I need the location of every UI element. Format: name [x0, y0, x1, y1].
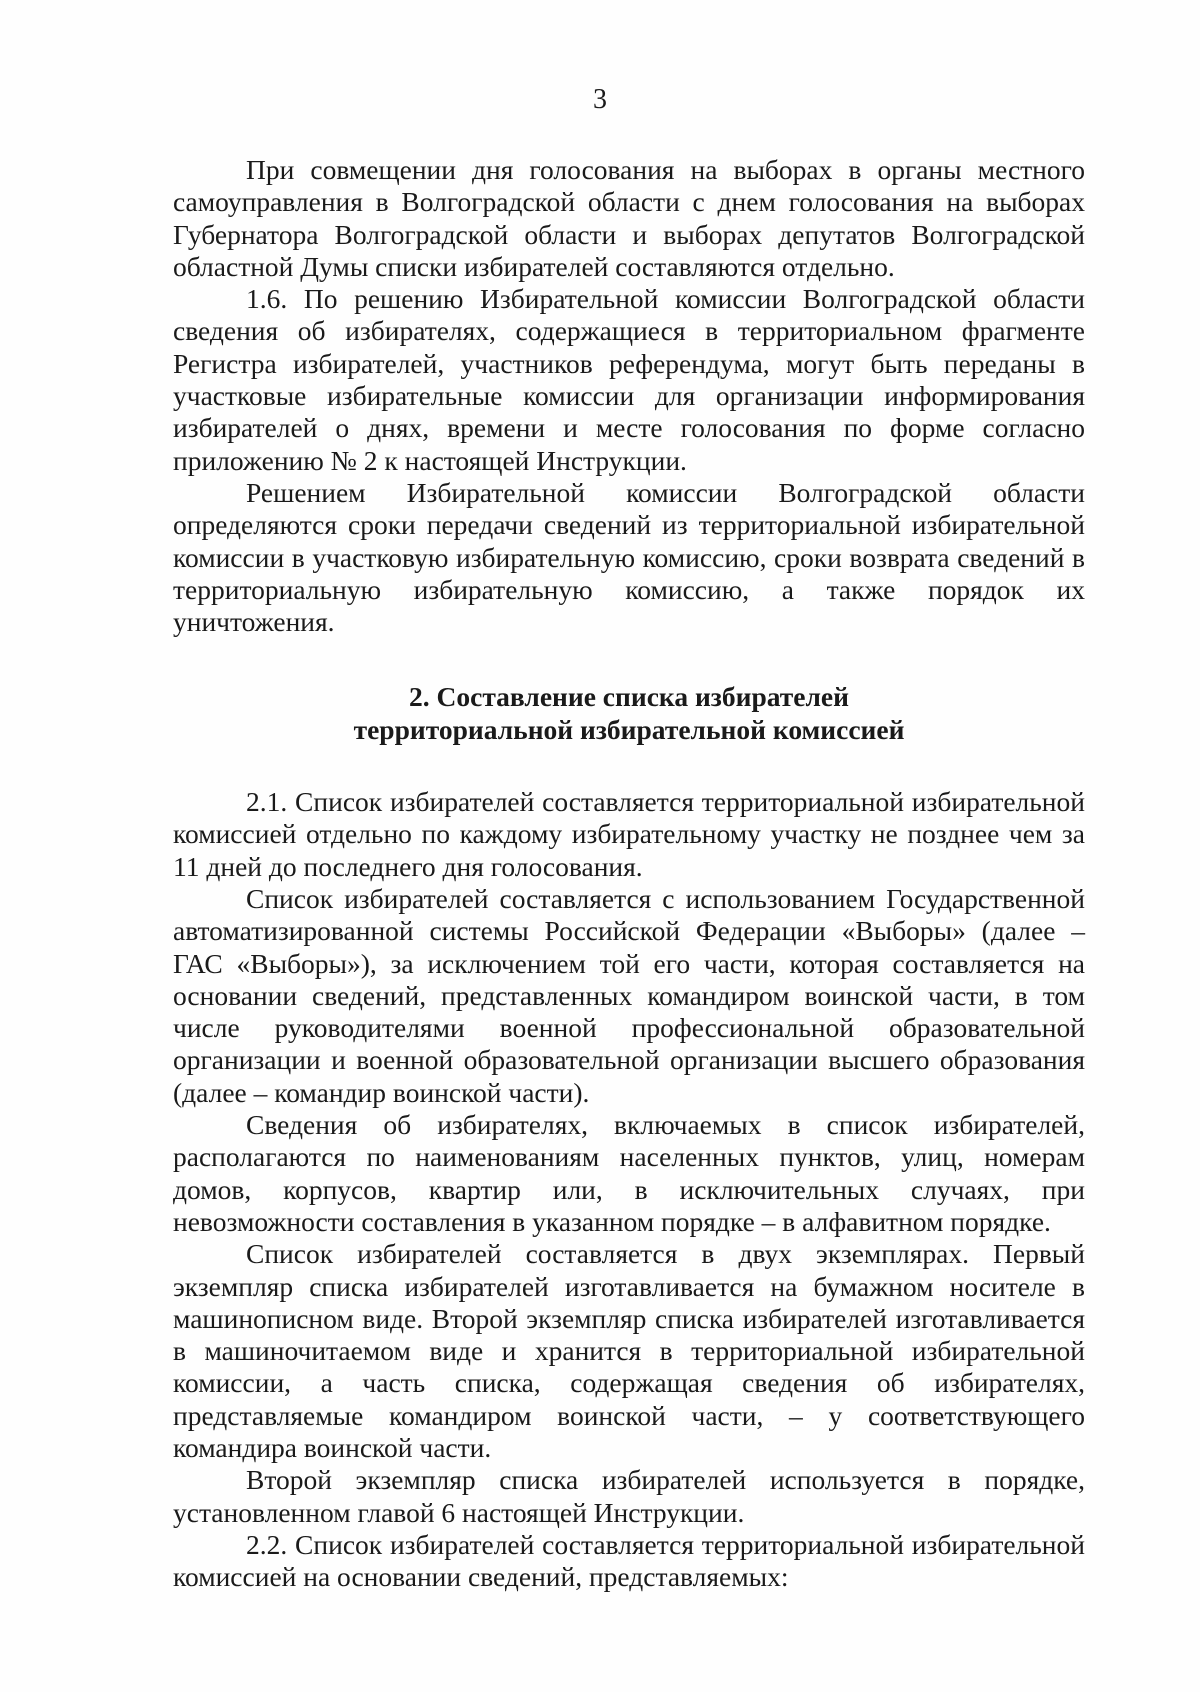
page-number: 3: [593, 84, 607, 115]
paragraph: Решением Избирательной комиссии Волгоградской области определяются сроки передачи сведений из территориальной избирательной комиссии в участковую избирательную комиссию, сроки возврата сведений в территориальную избирательную комиссию, а также порядок их уничтожения.: [173, 476, 1085, 638]
paragraph: 1.6. По решению Избирательной комиссии Волгоградской области сведения об избирателях, содержащиеся в территориальном фрагменте Регистра избирателей, участников референдума, могут быть переданы в участковые избирательные комиссии для организации информирования избирателей о днях, времени и месте голосования по форме согласно приложению № 2 к настоящей Инструкции.: [173, 283, 1085, 476]
paragraph: Второй экземпляр списка избирателей используется в порядке, установленном главой 6 настоящей Инструкции.: [173, 1464, 1085, 1528]
paragraph: 2.2. Список избирателей составляется территориальной избирательной комиссией на основании сведений, представляемых:: [173, 1528, 1085, 1593]
section-heading-line-1: 2. Составление списка избирателей: [409, 681, 849, 713]
section-heading-line-2: территориальной избирательной комиссией: [353, 713, 905, 745]
paragraph: Список избирателей составляется с использованием Государственной автоматизированной системы Российской Федерации «Выборы» (далее – ГАС «Выборы»), за исключением той его части, которая составляется на основании сведений, представленных командиром воинской части, в том числе руководителями военной профессиональной образовательной организации и военной образовательной организации высшего образования (далее – командир воинской части).: [173, 882, 1085, 1108]
paragraph: Список избирателей составляется в двух экземплярах. Первый экземпляр списка избирателей изготавливается на бумажном носителе в машинописном виде. Второй экземпляр списка избирателей изготавливается в машиночитаемом виде и хранится в территориальной избирательной комиссии, а часть списка, содержащая сведения об избирателях, представляемые командиром воинской части, – у соответствующего командира воинской части.: [173, 1238, 1085, 1463]
section-heading: [173, 681, 1085, 746]
document-body: [173, 154, 1085, 1593]
paragraph: 2.1. Список избирателей составляется территориальной избирательной комиссией отдельно по каждому избирательному участку не позднее чем за 11 дней до последнего дня голосования.: [173, 786, 1085, 882]
paragraph: Сведения об избирателях, включаемых в список избирателей, располагаются по наименованиям населенных пунктов, улиц, номерам домов, корпусов, квартир или, в исключительных случаях, при невозможности составления в указанном порядке – в алфавитном порядке.: [173, 1109, 1085, 1237]
paragraph: При совмещении дня голосования на выборах в органы местного самоуправления в Волгоградской области с днем голосования на выборах Губернатора Волгоградской области и выборах депутатов Волгоградской областной Думы списки избирателей составляются отдельно.: [173, 154, 1085, 282]
